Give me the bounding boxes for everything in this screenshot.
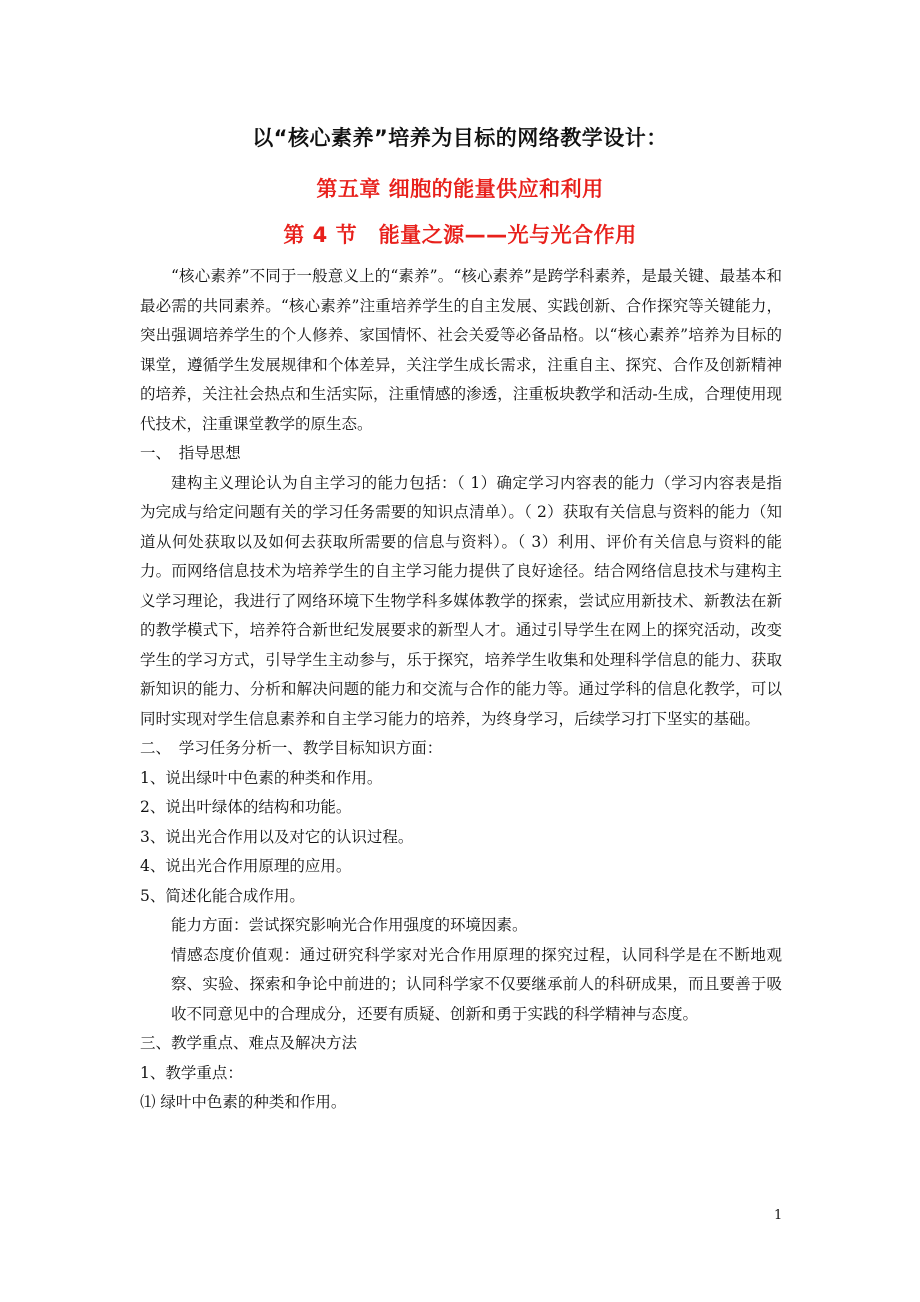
intro-paragraph: “核心素养”不同于一般意义上的“素养”。“核心素养”是跨学科素养，是最关键、最基本和最必需的共同素养。“核心素养”注重培养学生的自主发展、实践创新、合作探究等关键能力，突出强调培养学生的个人修养、家国情怀、社会关爱等必备品格。以“核心素养”培养为目标的课堂，遵循学生发展规律和个体差异，关注学生成长需求，注重自主、探究、合作及创新精神的培养，关注社会热点和生活实际，注重情感的渗透，注重板块教学和活动-生成，合理使用现代技术，注重课堂教学的原生态。 xyxy=(140,267,782,433)
chapter-title: 第五章 细胞的能量供应和利用 xyxy=(316,177,604,201)
heading-key-points: 三、教学重点、难点及解决方法 xyxy=(140,1034,358,1052)
knowledge-item: 3、说出光合作用以及对它的认识过程。 xyxy=(140,827,414,846)
subheading-teaching-focus: 1、教学重点： xyxy=(140,1063,243,1082)
document-body xyxy=(140,262,782,1118)
page-number: 1 xyxy=(774,1208,783,1223)
heading-guiding-thought: 一、 指导思想 xyxy=(140,444,241,462)
guiding-paragraph: 建构主义理论认为自主学习的能力包括：（ 1）确定学习内容表的能力（学习内容表是指为完成与给定问题有关的学习任务需要的知识点清单）。（ 2）获取有关信息与资料的能力（知道从何处获取以及如何去获取所需要的信息与资料）。（ 3）利用、评价有关信息与资料的能力。而网络信息技术为培养学生的自主学习能力提供了良好途径。结合网络信息技术与建构主义学习理论，我进行了网络环境下生物学科多媒体教学的探索，尝试应用新技术、新教法在新的教学模式下，培养符合新世纪发展要求的新型人才。通过引导学生在网上的探究活动，改变学生的学习方式，引导学生主动参与，乐于探究，培养学生收集和处理科学信息的能力、获取新知识的能力、分析和解决问题的能力和交流与合作的能力等。通过学科的信息化教学，可以同时实现对学生信息素养和自主学习能力的培养，为终身学习，后续学习打下坚实的基础。 xyxy=(140,473,782,728)
section-title: 第 4 节 能量之源——光与光合作用 xyxy=(283,223,637,247)
focus-point: ⑴ 绿叶中色素的种类和作用。 xyxy=(140,1093,347,1111)
ability-objective: 能力方面：尝试探究影响光合作用强度的环境因素。 xyxy=(171,916,528,934)
document-title: 以“核心素养”培养为目标的网络教学设计： xyxy=(252,126,668,150)
knowledge-item: 5、简述化能合成作用。 xyxy=(140,886,305,905)
heading-task-analysis: 二、 学习任务分析一、教学目标知识方面： xyxy=(140,739,443,757)
knowledge-item: 2、说出叶绿体的结构和功能。 xyxy=(140,798,352,816)
knowledge-item: 4、说出光合作用原理的应用。 xyxy=(140,857,352,875)
emotion-objective: 情感态度价值观：通过研究科学家对光合作用原理的探究过程，认同科学是在不断地观察、实验、探索和争论中前进的；认同科学家不仅要继承前人的科研成果，而且要善于吸收不同意见中的合理成分，还要有质疑、创新和勇于实践的科学精神与态度。 xyxy=(171,945,782,1023)
knowledge-item: 1、说出绿叶中色素的种类和作用。 xyxy=(140,768,383,787)
